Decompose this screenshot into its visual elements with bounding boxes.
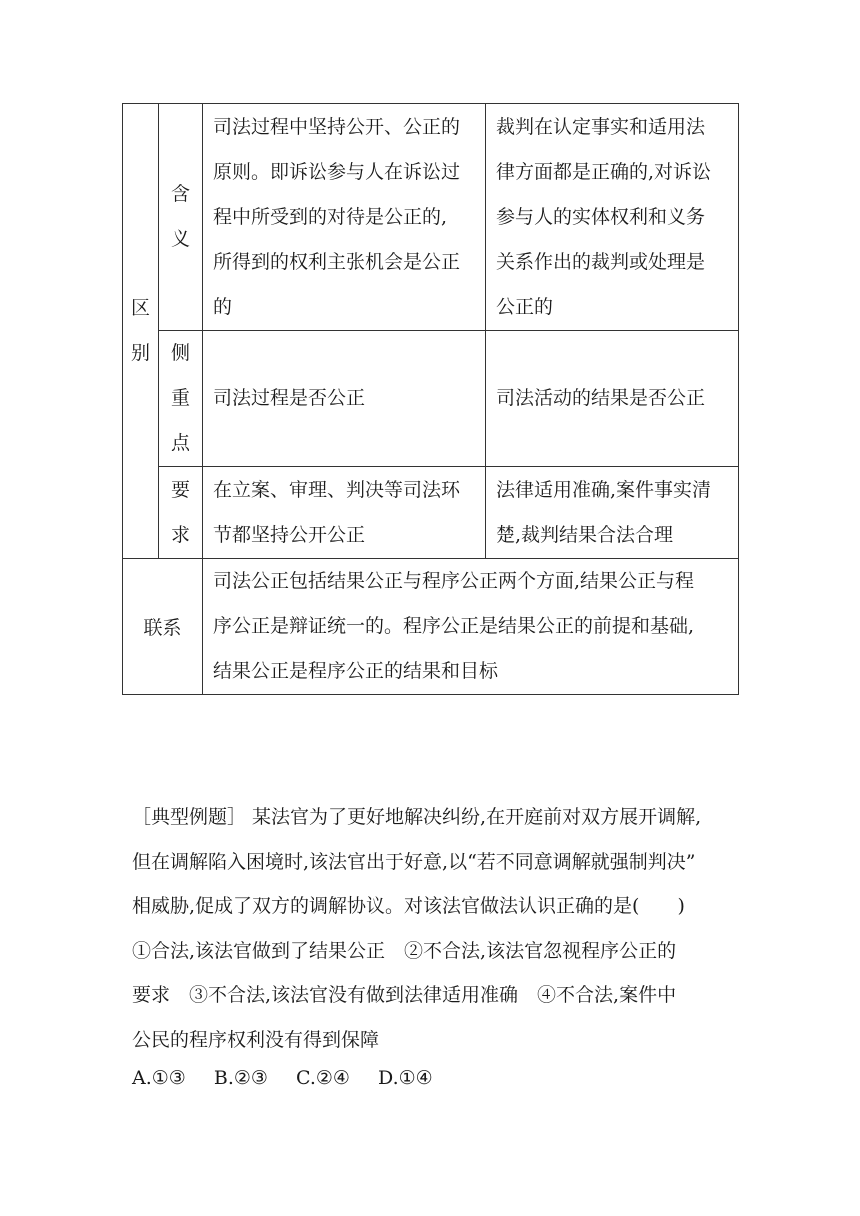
result-cell (486, 104, 739, 331)
row-label-char: 求 (170, 523, 190, 546)
row-label-cell (159, 331, 203, 467)
group-label-cell (123, 104, 159, 559)
question-line: ［典型例题］ 某法官为了更好地解决纠纷,在开庭前对双方展开调解, (132, 806, 702, 828)
row-label-char: 重 (170, 387, 190, 409)
group-label-char: 区 (130, 297, 150, 319)
question-line: 公民的程序权利没有得到保障 (132, 1028, 380, 1051)
relation-label-cell: 联系 (123, 559, 203, 695)
question-line: 相威胁,促成了双方的调解协议。对该法官做法认识正确的是( ) (132, 895, 685, 917)
option-c[interactable]: C.②④ (296, 1067, 350, 1089)
procedure-cell (203, 467, 486, 559)
row-label-char: 要 (170, 478, 190, 501)
cell-line: 司法过程中坚持公开、公正的 (213, 115, 461, 138)
table-row (123, 467, 739, 559)
result-cell (486, 467, 739, 559)
cell-line: 程中所受到的对待是公正的, (213, 205, 448, 228)
question-line: 但在调解陷入困境时,该法官出于好意,以“若不同意调解就强制判决” (132, 850, 696, 873)
cell-line: 序公正是辩证统一的。程序公正是结果公正的前提和基础, (213, 615, 695, 637)
cell-line: 原则。即诉讼参与人在诉讼过 (213, 160, 461, 183)
cell-line: 司法公正包括结果公正与程序公正两个方面,结果公正与程 (213, 570, 695, 592)
cell-line: 法律适用准确,案件事实清 (496, 478, 712, 501)
cell-line: 在立案、审理、判决等司法环 (213, 478, 461, 501)
procedure-cell (203, 104, 486, 331)
row-label-char: 侧 (170, 342, 190, 364)
row-label-char: 义 (170, 228, 190, 250)
cell-line: 的 (213, 295, 233, 318)
relation-cell (203, 559, 739, 695)
row-label-char: 点 (170, 432, 190, 454)
comparison-table (122, 103, 739, 695)
cell-line: 公正的 (496, 295, 554, 318)
answer-options (132, 1056, 455, 1100)
cell-line: 所得到的权利主张机会是公正 (213, 250, 461, 273)
result-cell (486, 331, 739, 467)
procedure-cell (203, 331, 486, 467)
cell-line: 楚,裁判结果合法合理 (496, 523, 674, 546)
question-line: ①合法,该法官做到了结果公正 ②不合法,该法官忽视程序公正的 (132, 939, 677, 962)
option-b[interactable]: B.②③ (213, 1067, 268, 1089)
table-row (123, 331, 739, 467)
cell-line: 律方面都是正确的,对诉讼 (496, 160, 712, 183)
example-question (132, 795, 742, 1062)
cell-line: 裁判在认定事实和适用法 (496, 115, 706, 138)
cell-line: 司法过程是否公正 (213, 387, 366, 409)
table-row (123, 104, 739, 331)
cell-line: 结果公正是程序公正的结果和目标 (213, 660, 499, 682)
cell-line: 关系作出的裁判或处理是 (496, 250, 706, 273)
row-label-char: 含 (170, 183, 190, 205)
option-a[interactable]: A.①③ (132, 1067, 186, 1089)
cell-line: 司法活动的结果是否公正 (496, 387, 706, 409)
option-d[interactable]: D.①④ (378, 1067, 433, 1089)
row-label-cell (159, 467, 203, 559)
cell-line: 节都坚持公开公正 (213, 523, 366, 546)
cell-line: 参与人的实体权利和义务 (496, 205, 706, 228)
row-label-cell (159, 104, 203, 331)
question-line: 要求 ③不合法,该法官没有做到法律适用准确 ④不合法,案件中 (132, 984, 677, 1006)
table-row (123, 559, 739, 695)
group-label-char: 别 (130, 342, 150, 364)
